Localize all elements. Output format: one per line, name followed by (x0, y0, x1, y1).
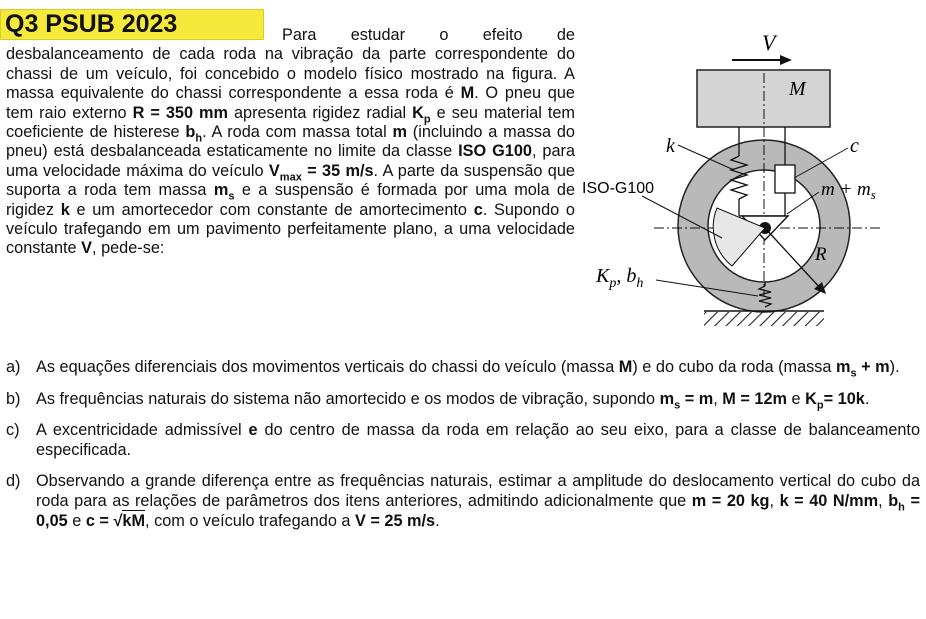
wheel-mass-label: $m + m_s$ (821, 179, 876, 202)
velocity-arrow-icon (732, 55, 792, 65)
chassis-mass-label: M (789, 78, 806, 100)
wheel-suspension-diagram (582, 28, 926, 343)
spring-k-label: k (666, 135, 675, 157)
velocity-label: V (762, 30, 776, 55)
ground-hatch (704, 312, 824, 326)
sqrt-expression: √kM (113, 511, 146, 530)
question-items (6, 358, 920, 543)
item-d: d) Observando a grande diferença entre as frequências naturais, estimar a amplitude do deslocamento vertical do cubo da roda para as relações de parâmetros dos itens anteriores, admitindo adicionalmente que m = 20 kg, k = 40 N/mm, $b_h = 0,05$ e c = √kM, com o veículo trafegando a V = 25 m/s. (6, 472, 920, 530)
item-c: c) A excentricidade admissível e do centro de massa da roda em relação ao seu eixo, para a classe de balanceamento especificada. (6, 421, 921, 459)
item-a: a) As equações diferenciais dos movimentos verticais do chassi do veículo (massa M) e do cubo da roda (massa $m_s + m$). (6, 358, 900, 380)
question-title: Q3 PSUB 2023 (0, 9, 264, 40)
iso-class-label: ISO-G100 (582, 180, 655, 197)
damper-c-label: c (850, 135, 859, 157)
problem-statement: Para estudar o efeito de desbalanceamento de cada roda na vibração da parte correspondente do chassi de um veículo, foi concebido o modelo físico mostrado na figura. A massa equivalente do chassi correspondente a essa roda é M. O pneu que tem raio externo R = 350 mm apresenta rigidez radial $K_p$ e seu material tem coeficiente de histerese $b_h$. A roda com massa total m (incluindo a massa do pneu) está desbalanceada estaticamente no limite da classe ISO G100, para uma velocidade máxima do veículo $V_{max} = 35$ m/s. A parte da suspensão que suporta a roda tem massa $m_s$ e a suspensão é formada por uma mola de rigidez k e um amortecedor com constante de amortecimento c. Supondo o veículo trafegando em um pavimento perfeitamente plano, a uma velocidade constante V, pede-se: (6, 26, 576, 258)
item-b: b) As frequências naturais do sistema não amortecido e os modos de vibração, supondo $m_s = m$, M = 12m e $K_p= 10k$. (6, 389, 870, 411)
radius-label: R (815, 244, 827, 265)
tire-stiffness-label: $K_p$, $b_h$ (596, 265, 644, 291)
